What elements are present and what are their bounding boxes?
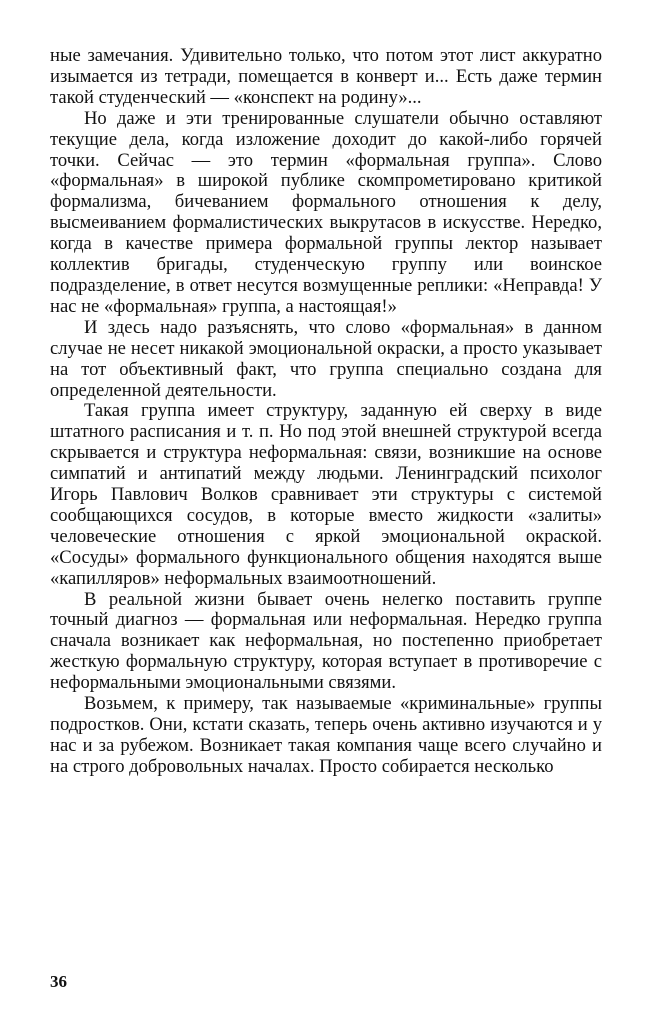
paragraph: Такая группа имеет структуру, заданную ей сверху в виде штатного расписания и т. п. Но под этой внешней структурой всегда скрывается и структура неформальная: связи, возникшие на основе симпатий и антипатий между людьми. Ленинградский психолог Игорь Павлович Волков сравнивает эти структуры с системой сообщающихся сосудов, в которые вместо жидкости «залиты» человеческие отношения с яркой эмоциональной окраской. «Сосуды» формального функционального общения находятся выше «капилляров» неформальных взаимоотношений. [50, 400, 602, 589]
paragraph: И здесь надо разъяснять, что слово «формальная» в данном случае не несет никакой эмоциональной окраски, а просто указывает на тот объективный факт, что группа специально создана для определенной деятельности. [50, 316, 602, 401]
paragraph: Но даже и эти тренированные слушатели обычно оставляют текущие дела, когда изложение доходит до какой-либо горячей точки. Сейчас — это термин «формальная группа». Слово «формальная» в широкой публике скомпрометировано критикой формализма, бичеванием формального отношения к делу, высмеиванием формалистических выкрутасов в искусстве. Нередко, когда в качестве примера формальной группы лектор называет коллектив бригады, студенческую группу или воинское подразделение, в ответ несутся возмущенные реплики: «Неправда! У нас не «формальная» группа, а настоящая!» [50, 107, 602, 317]
paragraph-continued: ные замечания. Удивительно только, что потом этот лист аккуратно изымается из тетради, помещается в конверт и... Есть даже термин такой студенческий — «конспект на родину»... [50, 45, 602, 108]
paragraph: В реальной жизни бывает очень нелегко поставить группе точный диагноз — формальная или неформальная. Нередко группа сначала возникает как неформальная, но постепенно приобретает жесткую формальную структуру, которая вступает в противоречие с неформальными эмоциональными связями. [50, 588, 602, 694]
page-number: 36 [50, 972, 67, 991]
paragraph: Возьмем, к примеру, так называемые «криминальные» группы подростков. Они, кстати сказать, теперь очень активно изучаются и у нас и за рубежом. Возникает такая компания чаще всего случайно и на строго добровольных началах. Просто собирается несколько [50, 693, 602, 777]
page-body [50, 46, 602, 778]
